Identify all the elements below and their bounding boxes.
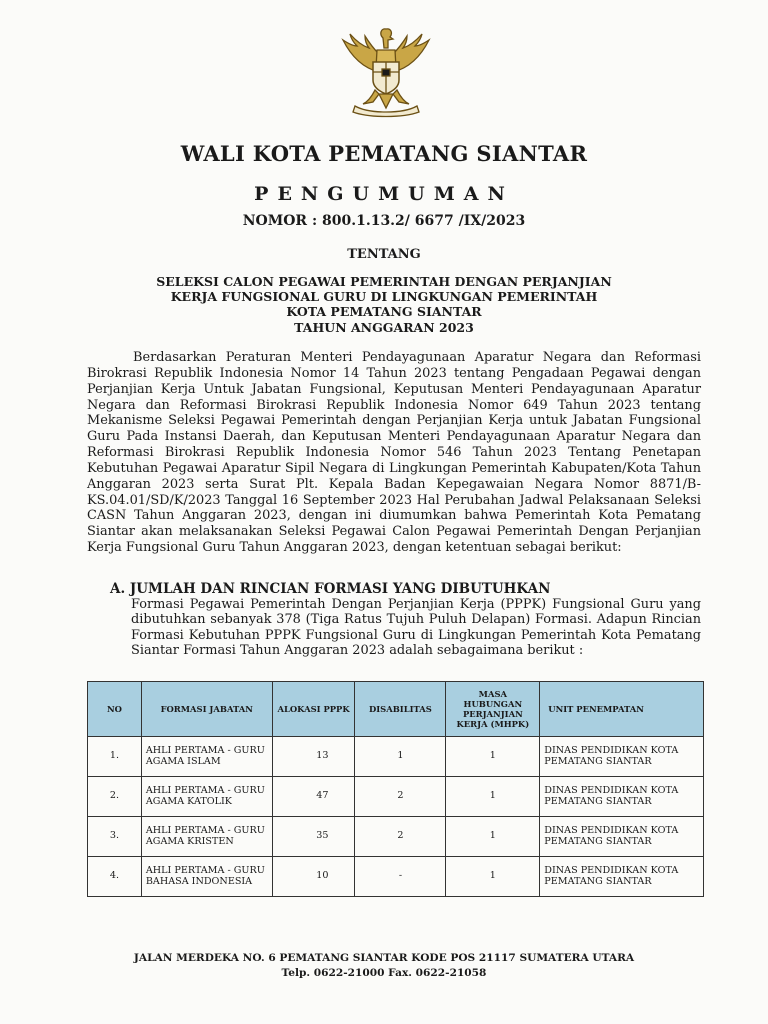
cell-unit: DINAS PENDIDIKAN KOTA PEMATANG SIANTAR bbox=[540, 817, 704, 857]
cell-no: 4. bbox=[88, 857, 142, 897]
cell-disabilitas: - bbox=[355, 857, 446, 897]
cell-mhpk: 1 bbox=[446, 737, 540, 777]
section-a-text: Formasi Pegawai Pemerintah Dengan Perjanjian Kerja (PPPK) Fungsional Guru yang dibutuhkan sebanyak 378 (Tiga Ratus Tujuh Puluh Delapan) Formasi. Adapun Rincian Formasi Kebutuhan PPPK Fungsional Guru di Lingkungan Pemerintah Kota Pematang Siantar Formasi Tahun Anggaran 2023 adalah sebagaimana berikut : bbox=[131, 597, 701, 659]
header-no: NO bbox=[88, 682, 142, 737]
subject-line: SELEKSI CALON PEGAWAI PEMERINTAH DENGAN PERJANJIAN bbox=[156, 274, 612, 289]
cell-formasi: AHLI PERTAMA - GURU AGAMA ISLAM bbox=[141, 737, 272, 777]
formasi-table bbox=[87, 681, 704, 897]
cell-disabilitas: 1 bbox=[355, 737, 446, 777]
cell-formasi: AHLI PERTAMA - GURU BAHASA INDONESIA bbox=[141, 857, 272, 897]
cell-formasi: AHLI PERTAMA - GURU AGAMA KRISTEN bbox=[141, 817, 272, 857]
section-a-heading: A. JUMLAH DAN RINCIAN FORMASI YANG DIBUTUHKAN bbox=[110, 581, 551, 597]
cell-unit: DINAS PENDIDIKAN KOTA PEMATANG SIANTAR bbox=[540, 777, 704, 817]
header-unit: UNIT PENEMPATAN bbox=[540, 682, 704, 737]
tentang-heading: TENTANG bbox=[347, 247, 421, 262]
table-row bbox=[88, 857, 704, 897]
cell-unit: DINAS PENDIDIKAN KOTA PEMATANG SIANTAR bbox=[540, 737, 704, 777]
subject-line: KERJA FUNGSIONAL GURU DI LINGKUNGAN PEMERINTAH bbox=[170, 289, 598, 305]
cell-alokasi: 47 bbox=[272, 777, 355, 817]
subject-line: KOTA PEMATANG SIANTAR bbox=[286, 304, 482, 320]
header-formasi: FORMASI JABATAN bbox=[141, 682, 272, 737]
subject-block bbox=[100, 274, 668, 335]
document-number: NOMOR : 800.1.13.2/ 6677 /IX/2023 bbox=[242, 213, 526, 229]
table-header-row bbox=[88, 682, 704, 737]
cell-disabilitas: 2 bbox=[355, 817, 446, 857]
cell-formasi: AHLI PERTAMA - GURU AGAMA KATOLIK bbox=[141, 777, 272, 817]
header-disabilitas: DISABILITAS bbox=[355, 682, 446, 737]
letterhead-footer bbox=[0, 951, 768, 981]
intro-paragraph bbox=[87, 350, 701, 556]
announcement-heading: PENGUMUMAN bbox=[254, 183, 514, 205]
footer-address: JALAN MERDEKA NO. 6 PEMATANG SIANTAR KODE POS 21117 SUMATERA UTARA bbox=[133, 952, 635, 964]
header-alokasi: ALOKASI PPPK bbox=[272, 682, 355, 737]
footer-phone: Telp. 0622-21000 Fax. 0622-21058 bbox=[281, 967, 487, 979]
garuda-emblem-icon bbox=[333, 28, 439, 118]
cell-unit: DINAS PENDIDIKAN KOTA PEMATANG SIANTAR bbox=[540, 857, 704, 897]
table-row bbox=[88, 737, 704, 777]
document-title: WALI KOTA PEMATANG SIANTAR bbox=[180, 141, 588, 166]
cell-alokasi: 10 bbox=[272, 857, 355, 897]
intro-paragraph-text: Berdasarkan Peraturan Menteri Pendayagunaan Aparatur Negara dan Reformasi Birokrasi Republik Indonesia Nomor 14 Tahun 2023 tentang Pengadaan Pegawai dengan Perjanjian Kerja Untuk Jabatan Fungsional, Keputusan Menteri Pendayagunaan Aparatur Negara dan Reformasi Birokrasi Republik Indonesia Nomor 649 Tahun 2023 tentang Mekanisme Seleksi Pegawai Pemerintah dengan Perjanjian Kerja untuk Jabatan Fungsional Guru Pada Instansi Daerah, dan Keputusan Menteri Pendayagunaan Aparatur Negara dan Reformasi Birokrasi Republik Indonesia Nomor 546 Tahun 2023 Tentang Penetapan Kebutuhan Pegawai Aparatur Sipil Negara di Lingkungan Pemerintah Kabupaten/Kota Tahun Anggaran 2023 serta Surat Plt. Kepala Badan Kepegawaian Negara Nomor 8871/B-KS.04.01/SD/K/2023 Tanggal 16 September 2023 Hal Perubahan Jadwal Pelaksanaan Seleksi CASN Tahun Anggaran 2023, dengan ini diumumkan bahwa Pemerintah Kota Pematang Siantar akan melaksanakan Seleksi Pegawai Calon Pegawai Pemerintah Dengan Perjanjian Kerja Fungsional Guru Tahun Anggaran 2023, dengan ketentuan sebagai berikut: bbox=[87, 350, 701, 556]
table-row bbox=[88, 817, 704, 857]
cell-no: 2. bbox=[88, 777, 142, 817]
cell-alokasi: 13 bbox=[272, 737, 355, 777]
cell-disabilitas: 2 bbox=[355, 777, 446, 817]
cell-alokasi: 35 bbox=[272, 817, 355, 857]
subject-line: TAHUN ANGGARAN 2023 bbox=[294, 319, 474, 335]
table-row bbox=[88, 777, 704, 817]
cell-mhpk: 1 bbox=[446, 777, 540, 817]
cell-mhpk: 1 bbox=[446, 817, 540, 857]
header-mhpk: MASA HUBUNGAN PERJANJIAN KERJA (MHPK) bbox=[446, 682, 540, 737]
cell-mhpk: 1 bbox=[446, 857, 540, 897]
cell-no: 3. bbox=[88, 817, 142, 857]
cell-no: 1. bbox=[88, 737, 142, 777]
